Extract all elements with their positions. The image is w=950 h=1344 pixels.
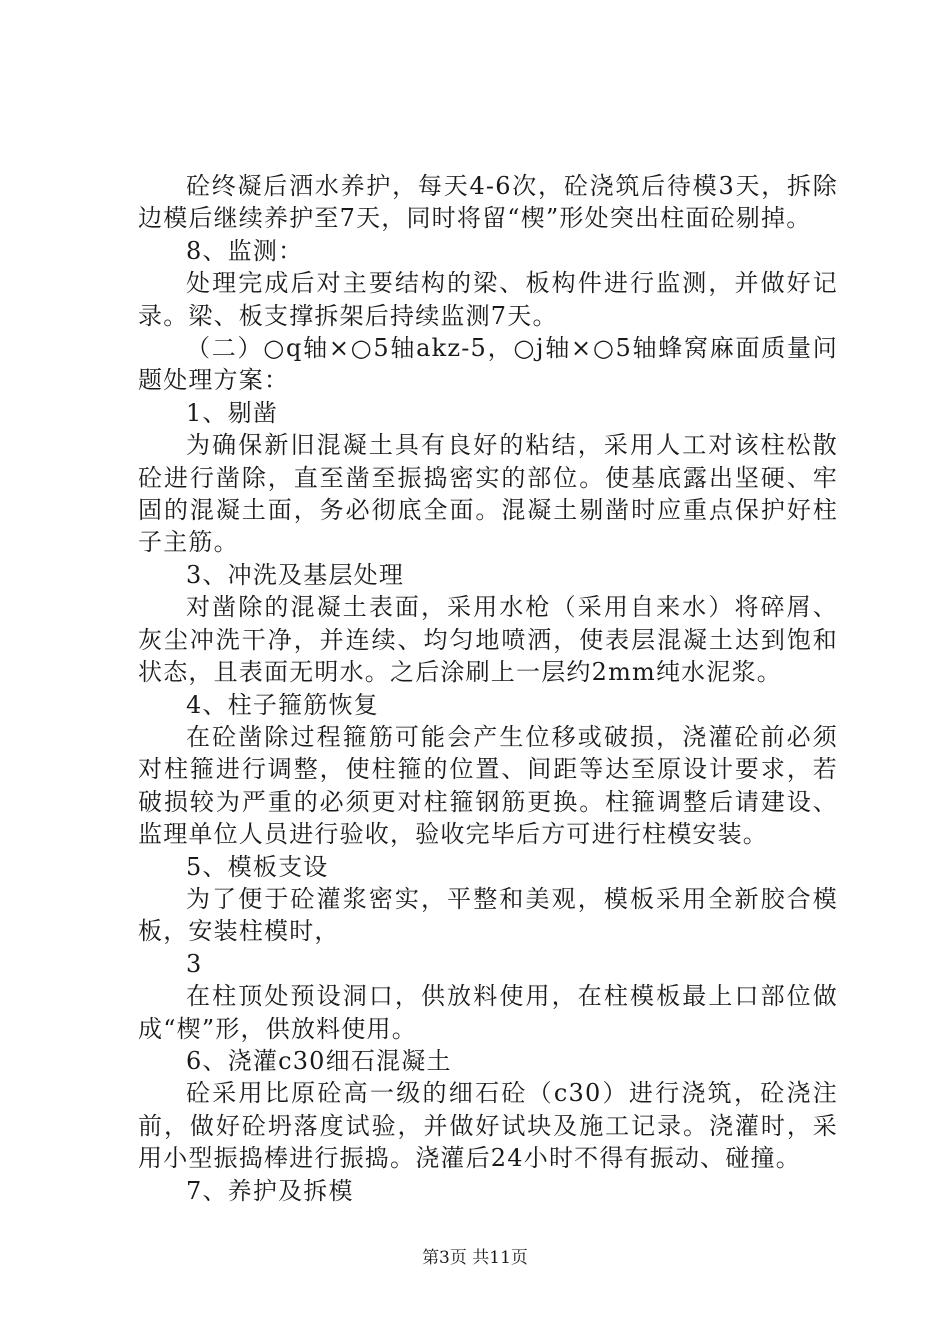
heading-washing: 3、冲洗及基层处理 bbox=[186, 560, 405, 589]
heading-monitoring: 8、监测： bbox=[186, 236, 304, 265]
paragraph-monitoring-text: 处理完成后对主要结构的梁、板构件进行监测，并做好记录。梁、板支撑拆架后持续监测7天。 bbox=[138, 269, 838, 330]
document-body bbox=[138, 170, 838, 1207]
paragraph-stirrup-text: 在砼凿除过程箍筋可能会产生位移或破损，浇灌砼前必须对柱箍进行调整，使柱箍的位置、间距等达至原设计要求，若破损较为严重的必须更对柱箍钢筋更换。柱箍调整后请建设、监理单位人员进行验收，验收完毕后方可进行柱模安装。 bbox=[138, 722, 838, 849]
heading-section-two: （二）○q轴×○5轴akz-5，○j轴×○5轴蜂窝麻面质量问题处理方案： bbox=[138, 334, 838, 395]
heading-formwork: 5、模板支设 bbox=[186, 852, 329, 881]
paragraph-opening-text: 在柱顶处预设洞口，供放料使用，在柱模板最上口部位做成“楔”形，供放料使用。 bbox=[138, 982, 838, 1043]
stray-page-number: 3 bbox=[186, 949, 203, 978]
paragraph-pouring-text: 砼采用比原砼高一级的细石砼（c30）进行浇筑，砼浇注前，做好砼坍落度试验，并做好试块及施工记录。浇灌时，采用小型振捣棒进行振捣。浇灌后24小时不得有振动、碰撞。 bbox=[138, 1079, 838, 1173]
heading-curing-removal: 7、养护及拆模 bbox=[186, 1176, 354, 1205]
heading-pouring: 6、浇灌c30细石混凝土 bbox=[186, 1046, 452, 1075]
paragraph-washing-text: 对凿除的混凝土表面，采用水枪（采用自来水）将碎屑、灰尘冲洗干净，并连续、均匀地喷洒，使表层混凝土达到饱和状态，且表面无明水。之后涂刷上一层约2mm纯水泥浆。 bbox=[138, 593, 838, 687]
paragraph-formwork-text: 为了便于砼灌浆密实，平整和美观，模板采用全新胶合模板，安装柱模时， bbox=[138, 884, 838, 946]
paragraph-curing-text: 砼终凝后洒水养护，每天4-6次，砼浇筑后待模3天，拆除边模后继续养护至7天，同时将留“楔”形处突出柱面砼剔掉。 bbox=[138, 172, 838, 233]
paragraph-chiseling-text: 为确保新旧混凝土具有良好的粘结，采用人工对该柱松散砼进行凿除，直至凿至振捣密实的部位。使基底露出坚硬、牢固的混凝土面，务必彻底全面。混凝土剔凿时应重点保护好柱子主筋。 bbox=[138, 431, 838, 557]
page-footer: 第3页 共11页 bbox=[422, 1248, 528, 1268]
heading-chiseling: 1、剔凿 bbox=[186, 398, 279, 427]
heading-stirrup-restore: 4、柱子箍筋恢复 bbox=[186, 690, 379, 719]
